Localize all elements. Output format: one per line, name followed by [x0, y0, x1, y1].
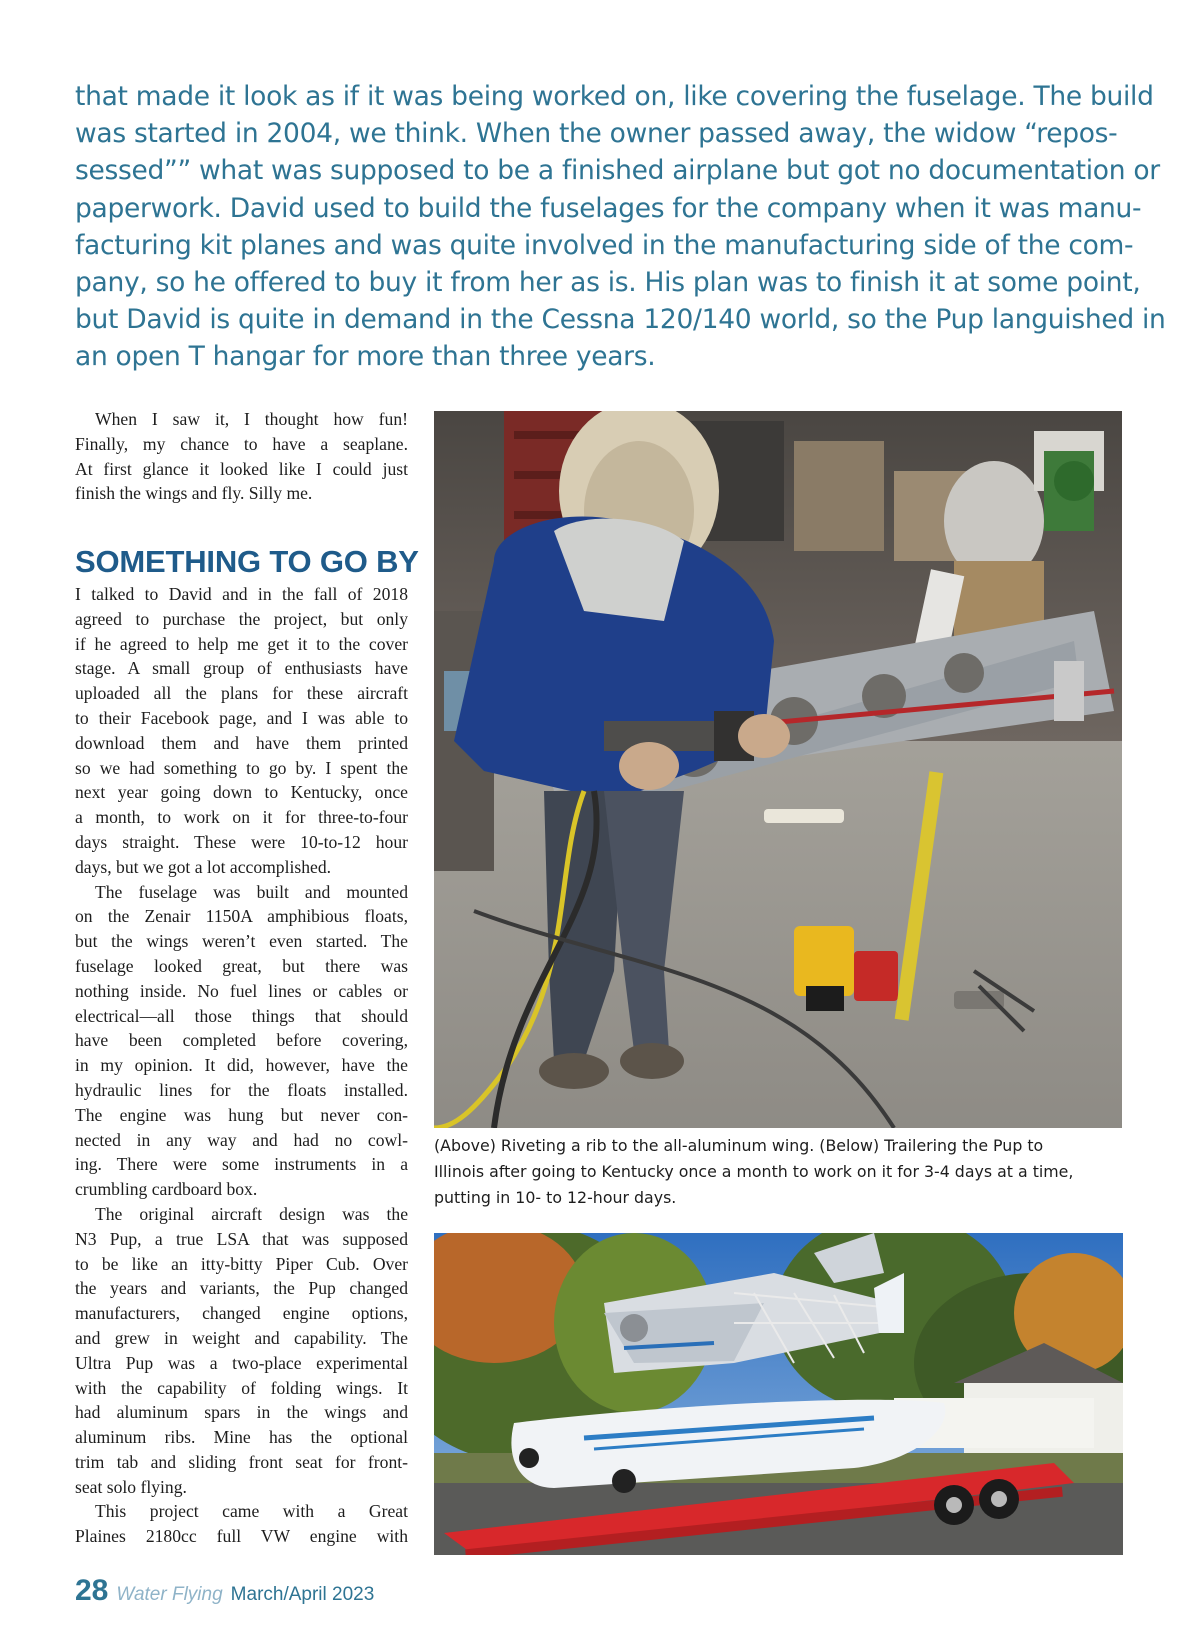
- text-line: The fuselage was built and mounted: [95, 881, 408, 902]
- text-line: with the capability of folding wings. It: [75, 1377, 408, 1398]
- lead-line: pany, so he offered to buy it from her as is. His plan was to finish it at some point,: [75, 267, 1141, 299]
- caption-line: putting in 10- to 12-hour days.: [434, 1187, 677, 1207]
- lead-line: an open T hangar for more than three years.: [75, 341, 656, 373]
- text-line: so we had something to go by. I spent the: [75, 757, 408, 778]
- text-line: stage. A small group of enthusiasts have: [75, 658, 408, 679]
- text-line: Ultra Pup was a two-place experimental: [75, 1352, 408, 1373]
- text-line: if he agreed to help me get it to the cover: [75, 633, 408, 654]
- photo-caption: [434, 1133, 1134, 1210]
- lead-line: facturing kit planes and was quite involved in the manufacturing side of the com-: [75, 229, 1134, 261]
- text-line: When I saw it, I thought how fun!: [95, 409, 408, 429]
- text-line: had aluminum spars in the wings and: [75, 1402, 408, 1423]
- text-line: The engine was hung but never con-: [75, 1104, 408, 1125]
- text-line: on the Zenair 1150A amphibious floats,: [75, 906, 408, 927]
- text-line: a month, to work on it for three-to-four: [75, 807, 408, 828]
- text-line: This project came with a Great: [95, 1501, 408, 1522]
- section-heading: SOMETHING TO GO BY: [75, 544, 419, 579]
- text-line: crumbling cardboard box.: [75, 1179, 258, 1200]
- lead-line: paperwork. David used to build the fuselages for the company when it was manu-: [75, 192, 1142, 224]
- lead-line: that made it look as if it was being worked on, like covering the fuselage. The build: [75, 81, 1154, 112]
- text-line: I talked to David and in the fall of 2018: [75, 584, 408, 604]
- text-line: agreed to purchase the project, but only: [75, 608, 408, 629]
- lead-line: but David is quite in demand in the Cessna 120/140 world, so the Pup languished in: [75, 304, 1166, 336]
- text-line: to their Facebook page, and I was able to: [75, 707, 408, 728]
- text-line: N3 Pup, a true LSA that was supposed: [75, 1228, 408, 1249]
- text-line: nected in any way and had no cowl-: [75, 1129, 408, 1150]
- page-footer: [75, 1574, 374, 1608]
- text-line: seat solo flying.: [75, 1476, 187, 1497]
- text-line: trim tab and sliding front seat for front-: [75, 1451, 408, 1472]
- text-line: finish the wings and fly. Silly me.: [75, 483, 313, 504]
- text-line: aluminum ribs. Mine has the optional: [75, 1427, 408, 1448]
- text-line: days, but we got a lot accomplished.: [75, 856, 332, 877]
- magazine-name: Water Flying: [116, 1584, 223, 1605]
- text-line: and grew in weight and capability. The: [75, 1327, 408, 1348]
- text-line: nothing inside. No fuel lines or cables or: [75, 980, 408, 1001]
- text-line: have been completed before covering,: [75, 1030, 408, 1051]
- caption-line: (Above) Riveting a rib to the all-aluminum wing. (Below) Trailering the Pup to: [434, 1136, 1044, 1155]
- text-line: electrical—all those things that should: [75, 1005, 408, 1026]
- text-line: in my opinion. It did, however, have the: [75, 1055, 408, 1076]
- text-line: Finally, my chance to have a seaplane.: [75, 433, 408, 454]
- caption-line: Illinois after going to Kentucky once a month to work on it for 3-4 days at a time,: [434, 1161, 1074, 1181]
- trailer-photo-illustration: [434, 1233, 1123, 1555]
- text-line: manufacturers, changed engine options,: [75, 1303, 408, 1324]
- text-line: download them and have them printed: [75, 732, 408, 753]
- lead-line: sessed”” what was supposed to be a finished airplane but got no documentation or: [75, 155, 1160, 187]
- text-line: but the wings weren’t even started. The: [75, 931, 408, 952]
- lead-line: was started in 2004, we think. When the owner passed away, the widow “repos-: [75, 118, 1118, 150]
- text-line: days straight. These were 10-to-12 hour: [75, 831, 408, 852]
- text-line: ing. There were some instruments in a: [75, 1154, 408, 1175]
- riveting-photo-illustration: [434, 411, 1122, 1128]
- text-line: next year going down to Kentucky, once: [75, 782, 408, 803]
- page-number: 28: [75, 1574, 109, 1607]
- issue-date: March/April 2023: [230, 1584, 375, 1605]
- body-column: [75, 582, 408, 1549]
- text-line: At first glance it looked like I could just: [75, 458, 408, 479]
- text-line: to be like an itty-bitty Piper Cub. Over: [75, 1253, 408, 1274]
- text-line: Plaines 2180cc full VW engine with: [75, 1526, 408, 1547]
- intro-paragraph: [75, 407, 408, 506]
- text-line: The original aircraft design was the: [95, 1203, 408, 1224]
- text-line: fuselage looked great, but there was: [75, 955, 408, 976]
- riveting-photo: [434, 411, 1122, 1128]
- text-line: uploaded all the plans for these aircraft: [75, 683, 408, 704]
- lead-paragraph: [75, 78, 1166, 376]
- text-line: the years and variants, the Pup changed: [75, 1278, 408, 1299]
- trailer-photo: [434, 1233, 1123, 1555]
- text-line: hydraulic lines for the floats installed.: [75, 1079, 408, 1100]
